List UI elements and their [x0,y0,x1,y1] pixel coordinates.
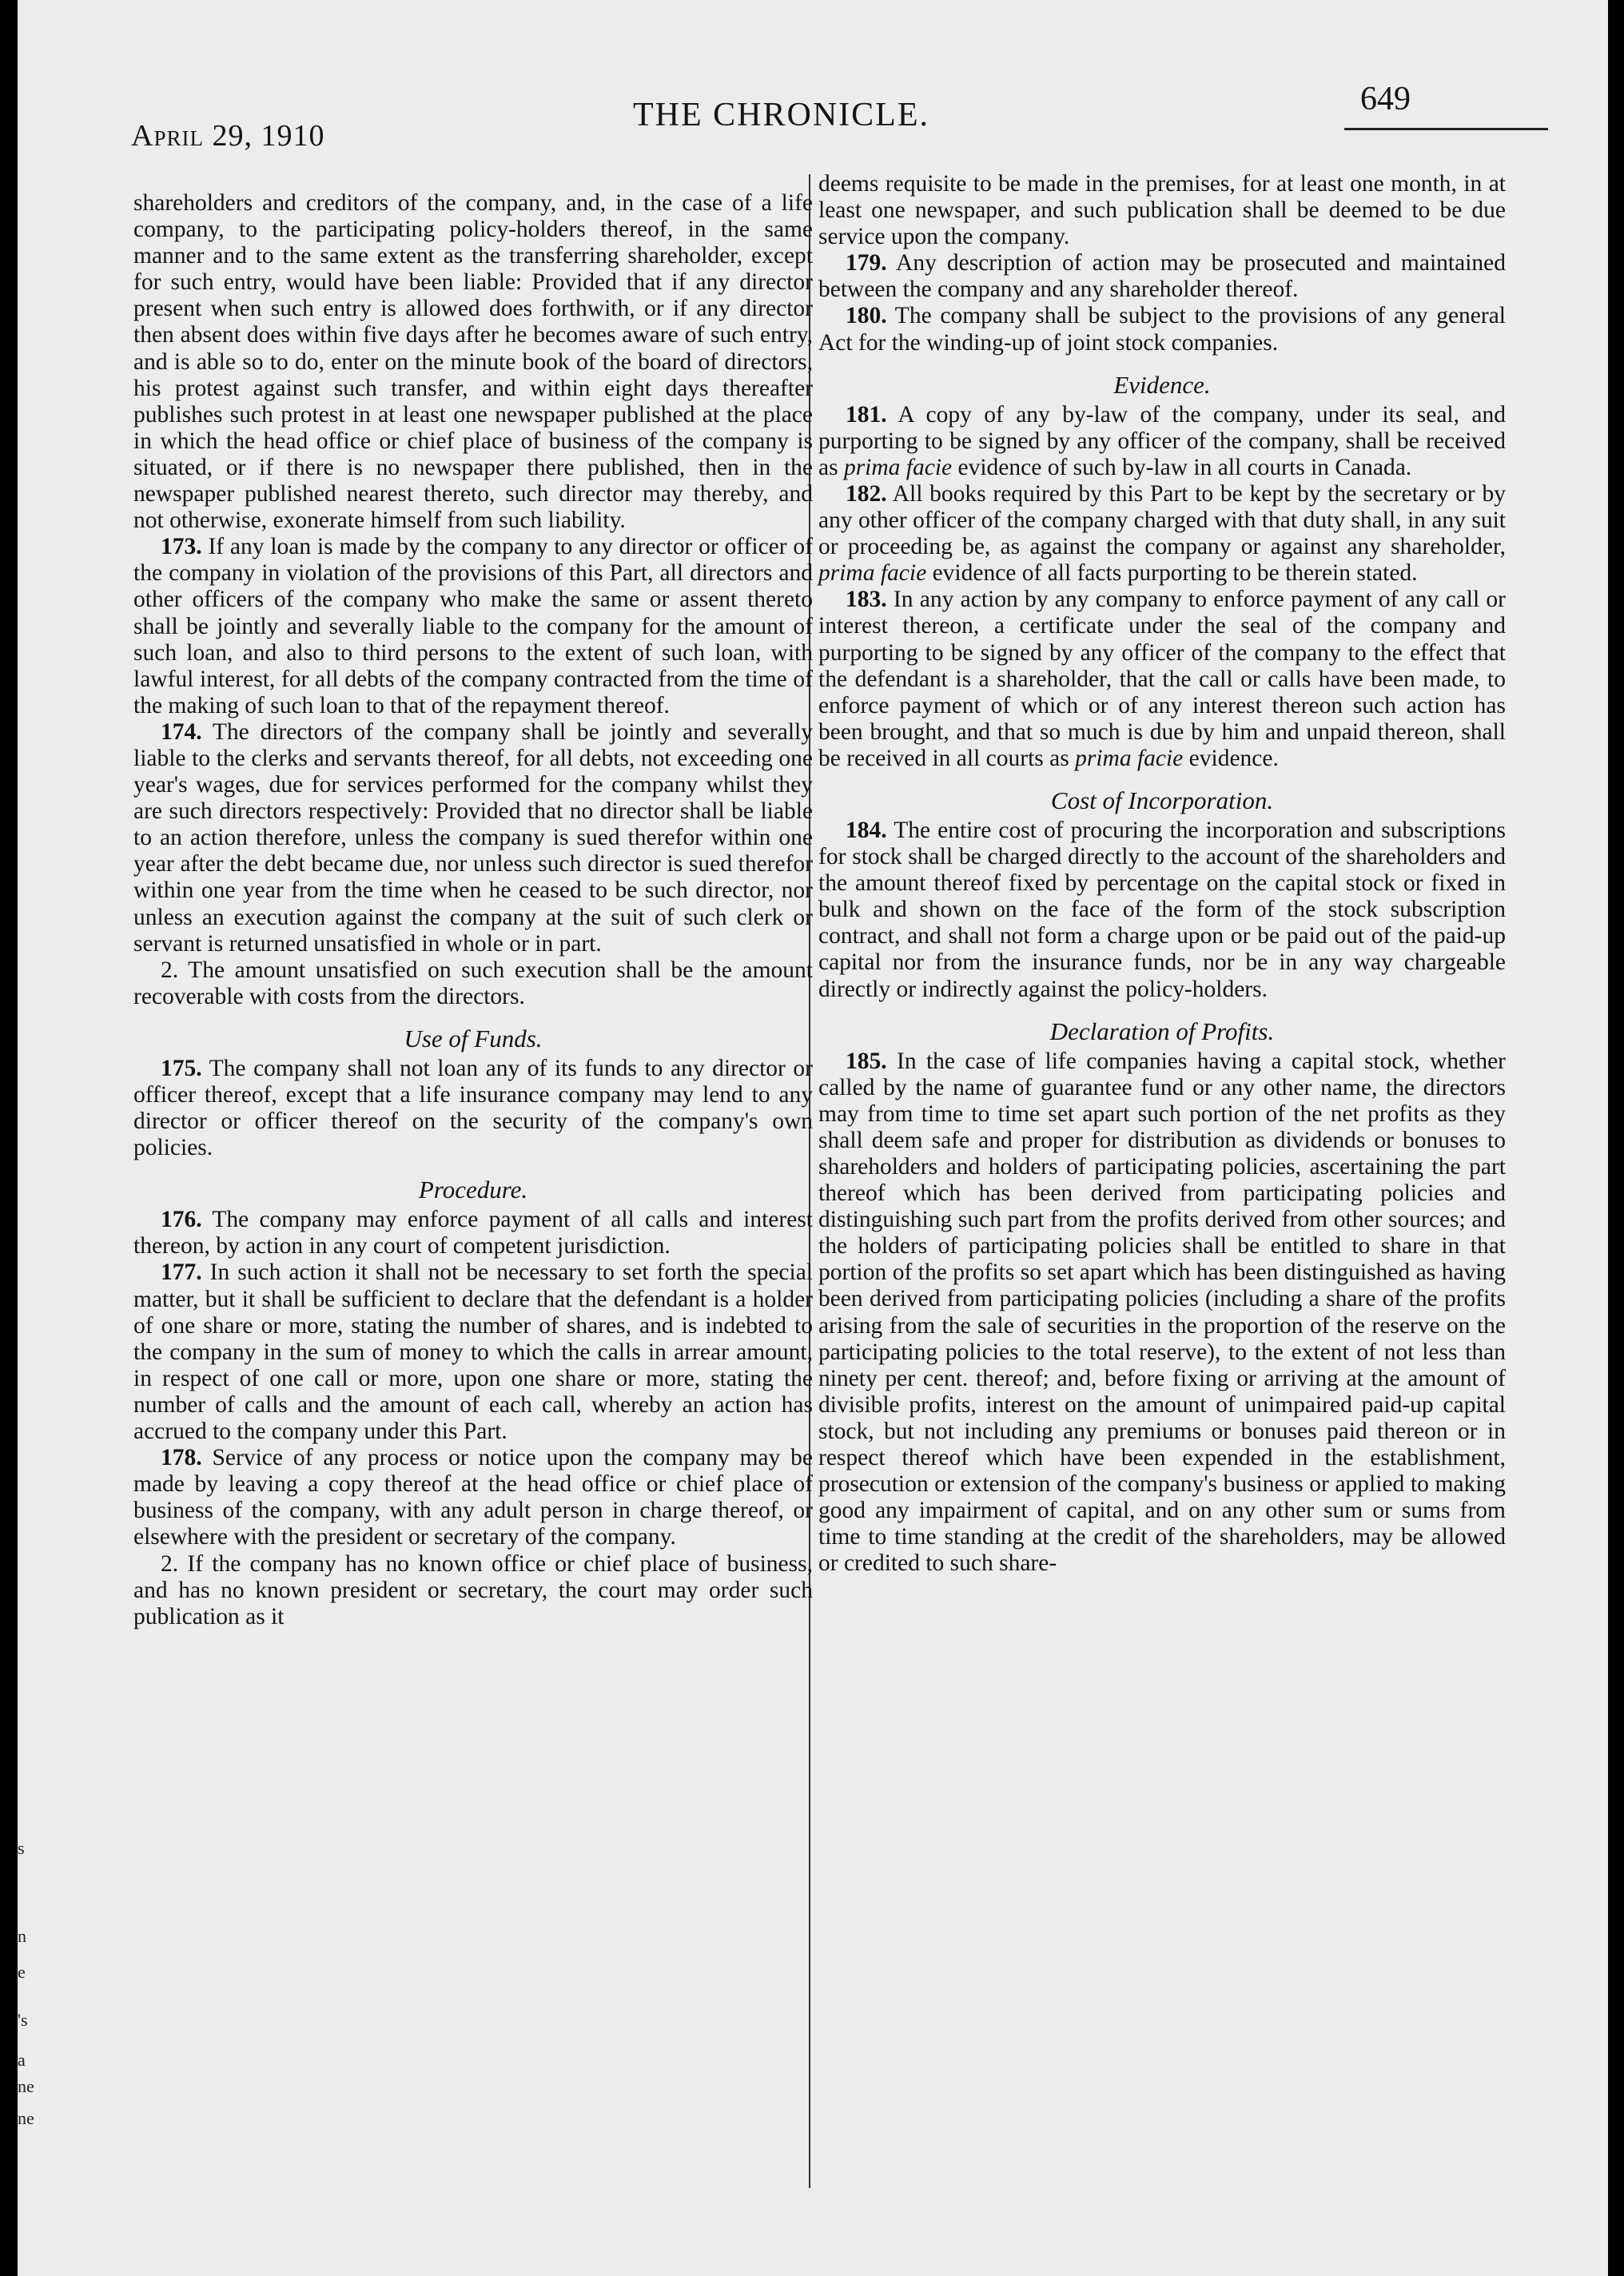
section-text: evidence. [1183,745,1279,771]
section-177 [133,1259,813,1445]
continued-paragraph: deems requisite to be made in the premises, for at least one month, in at least one newspaper, and such publication shall be deemed to be due service upon the company. [818,171,1506,250]
italic-term: prima facie [1075,745,1184,771]
section-number: 183. [846,587,887,613]
header-rule [1344,128,1548,130]
section-number: 179. [846,250,887,277]
section-text: Service of any process or notice upon the company may be made by leaving a copy thereof at the head office or chief place of business of the company, with any adult person in charge thereof, or elsewhere with the president or secretary of the company. [133,1445,813,1550]
gutter-mark: ne [18,2108,34,2128]
section-number: 173. [161,534,202,560]
section-183 [818,587,1506,772]
section-text: evidence of such by-law in all courts in Canada. [952,454,1412,480]
section-number: 174. [161,718,202,745]
section-text: A copy of any by-law of the company, under its seal, and purporting to be signed by any officer of the company, shall be received as [818,401,1506,480]
gutter-mark: e [18,1962,26,1982]
section-text: The company may enforce payment of all calls and interest thereon, by action in any court of competent jurisdiction. [133,1207,813,1259]
section-text: In such action it shall not be necessary to set forth the special matter, but it shall be sufficient to declare that the defendant is a holder of one share or more, stating the number of shares, and is indebted to the company in the sum of money to which the calls in arrear amount, in respect of one call or more, upon one share or more, stating the number of calls and the amount of each call, whereby an action has accrued to the company under this Part. [133,1259,813,1445]
heading-declaration-of-profits: Declaration of Profits. [1049,1017,1275,1045]
section-180 [818,303,1506,356]
section-number: 175. [161,1055,202,1081]
gutter-mark: 's [18,2010,28,2030]
section-number: 185. [846,1048,887,1074]
section-number: 184. [846,817,887,843]
right-column [818,171,1506,1578]
italic-term: prima facie [818,560,927,587]
heading-use-of-funds: Use of Funds. [404,1024,543,1052]
section-text: All books required by this Part to be kept by the secretary or by any other officer of the company charged with that duty shall, in any suit or proceeding be, as against the company or against any shareholder, [818,480,1506,560]
heading-cost-of-incorporation: Cost of Incorporation. [1050,786,1274,814]
section-text: If any loan is made by the company to any director or officer of the company in violation of the provisions of this Part, all directors and other officers of the company who make the same or assent thereto shall be jointly and severally liable to the company for the amount of such loan, and also to third persons to the extent of such loan, with lawful interest, for all debts of the company contracted from the time of the making of such loan to that of the repayment thereof. [133,534,813,718]
section-text: The company shall not loan any of its funds to any director or officer thereof, except that a life insurance company may lend to any director or officer thereof on the security of the company's own policies. [133,1055,813,1161]
section-number: 176. [161,1207,202,1233]
section-178-subsection-2: 2. If the company has no known office or chief place of business, and has no known president or secretary, the court may order such publication as it [133,1550,813,1629]
section-173 [133,534,813,719]
section-175 [133,1056,813,1161]
section-179 [818,250,1506,303]
section-text: The directors of the company shall be jointly and severally liable to the clerks and servants thereof, for all debts, not exceeding one year's wages, due for services performed for the company whilst they are such directors respectively: Provided that no director shall be liable to an action therefore, unless the company is sued therefor within one year after the debt became due, nor unless such director is sued therefor within one year from the time when he ceased to be such director, nor unless an execution against the company at the suit of such clerk or servant is returned unsatisfied in whole or in part. [133,718,813,957]
section-text: The company shall be subject to the provisions of any general Act for the winding-up of joint stock companies. [818,303,1506,356]
gutter-mark: a [18,2050,26,2070]
page-number: 649 [1360,81,1411,117]
section-number: 181. [846,401,887,428]
gutter-mark: n [18,1926,26,1946]
section-number: 178. [161,1445,202,1471]
section-176 [133,1207,813,1259]
heading-evidence: Evidence. [1113,370,1211,399]
continued-paragraph: shareholders and creditors of the company, and, in the case of a life company, to the participating policy-holders thereof, in the same manner and to the same extent as the transferring shareholder, except for such entry, would have been liable: Provided that if any director present when such entry is allowed does forthwith, or if any director then absent does within five days after he becomes aware of such entry, and is able so to do, enter on the minute book of the board of directors, his protest against such transfer, and within eight days thereafter publishes such protest in at least one newspaper published at the place in which the head office or chief place of business of the company is situated, or if there is no newspaper there published, then in the newspaper published nearest thereto, such director may thereby, and not otherwise, exonerate himself from such liability. [133,190,813,534]
italic-term: prima facie [843,454,953,480]
section-number: 177. [161,1259,202,1286]
section-number: 180. [846,303,887,329]
section-text: The entire cost of procuring the incorporation and subscriptions for stock shall be charged directly to the account of the shareholders and the amount thereof fixed by percentage on the capital stock or fixed in bulk and shown on the face of the form of the stock subscription contract, and shall not form a charge upon or be paid out of the paid-up capital nor from the insurance funds, nor be in any way chargeable directly or indirectly against the policy-holders. [818,817,1506,1002]
section-number: 182. [846,480,887,507]
section-174-subsection-2: 2. The amount unsatisfied on such execution shall be the amount recoverable with costs from the directors. [133,957,813,1009]
section-text: In any action by any company to enforce payment of any call or interest thereon, a certificate under the seal of the company and purporting to be signed by any officer of the company to the effect that the defendant is a shareholder, that the call or calls have been made, to enforce payment of which or of any interest thereon such action has been brought, and that so much is due by him and unpaid thereon, shall be received in all courts as [818,587,1506,771]
section-182 [818,481,1506,587]
section-text: Any description of action may be prosecuted and maintained between the company and any shareholder thereof. [818,250,1506,303]
issue-date: April 29, 1910 [131,119,325,153]
section-178 [133,1445,813,1550]
section-174 [133,719,813,957]
section-text: evidence of all facts purporting to be therein stated. [926,560,1418,587]
section-text: In the case of life companies having a capital stock, whether called by the name of guarantee fund or any other name, the directors may from time to time set apart such portion of the net profits as they shall deem safe and proper for distribution as dividends or bonuses to shareholders and holders of participating policies, ascertaining the part thereof which has been derived from participating policies and distinguishing such part from the profits derived from other sources; and the holders of participating policies shall be entitled to share in that portion of the profits so set apart which has been distinguished as having been derived from participating policies (including a share of the profits arising from the sale of securities in the proportion of the reserve on the participating policies to the total reserve), to the extent of not less than ninety per cent. thereof; and, before fixing or arriving at the amount of divisible profits, interest on the amount of unimpaired paid-up capital stock, but not including any premiums or bonuses paid thereon or in respect thereof which have been expended in the establishment, prosecution or extension of the company's business or applied to making good any impairment of capital, and on any other sum or sums from time to time standing at the credit of the shareholders, may be allowed or credited to such share- [818,1048,1506,1577]
section-185 [818,1048,1506,1578]
gutter-mark: ne [18,2076,34,2096]
page-header [113,80,1456,153]
publication-title: THE CHRONICLE. [633,97,929,133]
section-184 [818,818,1506,1003]
gutter-mark: s [18,1838,25,1858]
section-181 [818,402,1506,481]
left-column [133,190,813,1630]
heading-procedure: Procedure. [418,1176,528,1204]
newspaper-page [18,0,1608,2276]
